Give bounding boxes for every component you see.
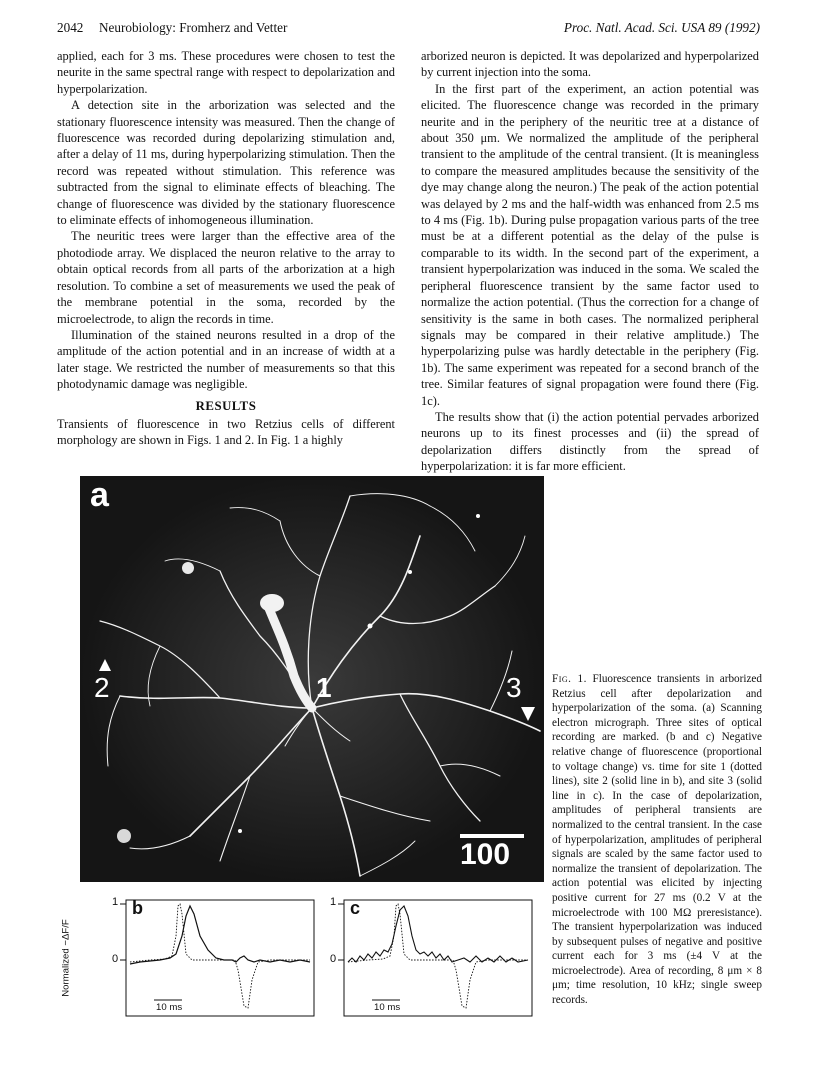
paragraph: A detection site in the arborization was selected and the stationary fluorescence intensity was measured. Then the change of fluorescence was recorded during depolarizing stimulation and, after a delay of 11 ms, during hyperpolarizing stimulation. Then the record was repeated without stimulation. This reference was subtracted from the signal to eliminate effects of bleaching. The change of fluorescence was divided by the stationary fluorescence to eliminate effects of inhomogeneous illumination. — [57, 98, 395, 228]
site-3-arrow-icon — [520, 706, 536, 722]
tick-label: 0 — [330, 953, 337, 965]
paragraph: The results show that (i) the action potential pervades arborized neurons up to its finest processes and (ii) the spread of depolarization differs distinctly from the spread of hyperpolarization: it is far more efficient. — [421, 409, 759, 474]
time-scalebar-label: 10 ms — [374, 1002, 401, 1013]
plot-panel-b — [120, 896, 320, 1018]
time-scalebar-label: 10 ms — [156, 1002, 183, 1013]
plot-b-svg — [120, 896, 320, 1018]
tick-label: 0 — [112, 953, 119, 965]
panel-a-letter: a — [90, 476, 109, 514]
panel-c-letter: c — [350, 898, 361, 918]
figure-caption — [552, 672, 762, 1008]
micrograph-panel-a — [80, 476, 544, 882]
caption-text: Fluorescence transients in arborized Retzius cell after depolarization and hyperpolarization of the soma. (a) Scanning electron micrograph. Three sites of optical recording are marked. (b and c) Negative relative change of fluorescence (proportional to voltage change) vs. time for site 1 (dotted lines), site 2 (solid line in b), and site 3 (solid line in c). In the case of depolarization, amplitudes of peripheral transients are normalized to the central transient. In the case of hyperpolarization, amplitudes of peripheral signals are scaled by the same factor used to normalize the transient of depolarization. The action potential was elicited by injecting positive current for 27 ms (0.2 V at the microelectrode with 100 MΩ preresistance). The transient hyperpolarization was induced by subsequent pulses of negative and positive current each for 3 ms (±4 V at the microelectrode). Area of recording, 8 μm × 8 μm; time resolution, 10 kHz; single sweep records. — [552, 673, 762, 1007]
scale-label: 100 — [460, 838, 511, 871]
left-column — [57, 48, 395, 449]
site-2-label: 2 — [94, 672, 110, 703]
results-heading: RESULTS — [195, 398, 257, 413]
site-2-arrow-icon — [98, 658, 112, 672]
site-3-label: 3 — [506, 672, 522, 703]
y-axis-label — [58, 902, 74, 1014]
right-column — [421, 48, 759, 475]
page-number: 2042 — [57, 20, 84, 35]
site-1-label: 1 — [316, 672, 332, 703]
paragraph: arborized neuron is depicted. It was depolarized and hyperpolarized by current injection into the soma. — [421, 49, 759, 80]
plot-panel-c — [338, 896, 538, 1018]
paragraph: In the first part of the experiment, an action potential was elicited. The fluorescence change was recorded in the primary neurite and in the periphery of the neuritic tree at a distance of about 350 μm. We normalized the amplitude of the peripheral transient to the amplitude of the central transient. (It is meaningless to compare the measured amplitudes because the sensitivity of the dye may change along the neuron.) The peak of the action potential was delayed by 2 ms and the half-width was enhanced from 2.5 ms to 4 ms (Fig. 1b). During pulse propagation various parts of the tree must be at a different potential as the delay of the pulse is comparable to its width. In the second part of the experiment, a transient hyperpolarization was induced in the soma. We scaled the peripheral fluorescence transient by the same factor used to normalize the action potential. (Thus the correction for a change of sensitivity is the same in both cases. The normalized peripheral signals may be compared in their relative amplitude.) The hyperpolarizing pulse was hardly detectable in the periphery (Fig. 1b). The same experiment was repeated for a second branch of the tree. Similar features of signal propagation were found there (Fig. 1c). — [421, 81, 759, 408]
paragraph: The neuritic trees were larger than the effective area of the photodiode array. We displaced the neuron relative to the array to obtain optical records from all parts of the arborization at a high resolution. To combine a set of measurements we used the peak of the membrane potential in the soma, recorded by the microelectrode, to align the records in time. — [57, 229, 395, 326]
panel-b-letter: b — [132, 898, 143, 918]
page-header — [57, 20, 760, 40]
plot-c-svg — [338, 896, 538, 1018]
paragraph: Illumination of the stained neurons resulted in a drop of the amplitude of the action potential and in an increase of width at a later stage. We restricted the number of measurements so that this photodynamic damage was negligible. — [57, 327, 395, 392]
neuron-micrograph — [80, 476, 544, 882]
y-axis-label-text: Normalized −ΔF/F — [60, 919, 72, 997]
running-head: Neurobiology: Fromherz and Vetter — [99, 20, 288, 35]
journal-citation: Proc. Natl. Acad. Sci. USA 89 (1992) — [563, 20, 760, 35]
paragraph: Transients of fluorescence in two Retzius cells of different morphology are shown in Figs. 1 and 2. In Fig. 1 a highly — [57, 416, 395, 448]
tick-label: 1 — [112, 896, 119, 908]
caption-label: Fig. 1. — [552, 673, 587, 685]
tick-label: 1 — [330, 896, 337, 908]
paragraph: applied, each for 3 ms. These procedures were chosen to test the neurite in the same spectral range with respect to depolarization and hyperpolarization. — [57, 49, 395, 96]
